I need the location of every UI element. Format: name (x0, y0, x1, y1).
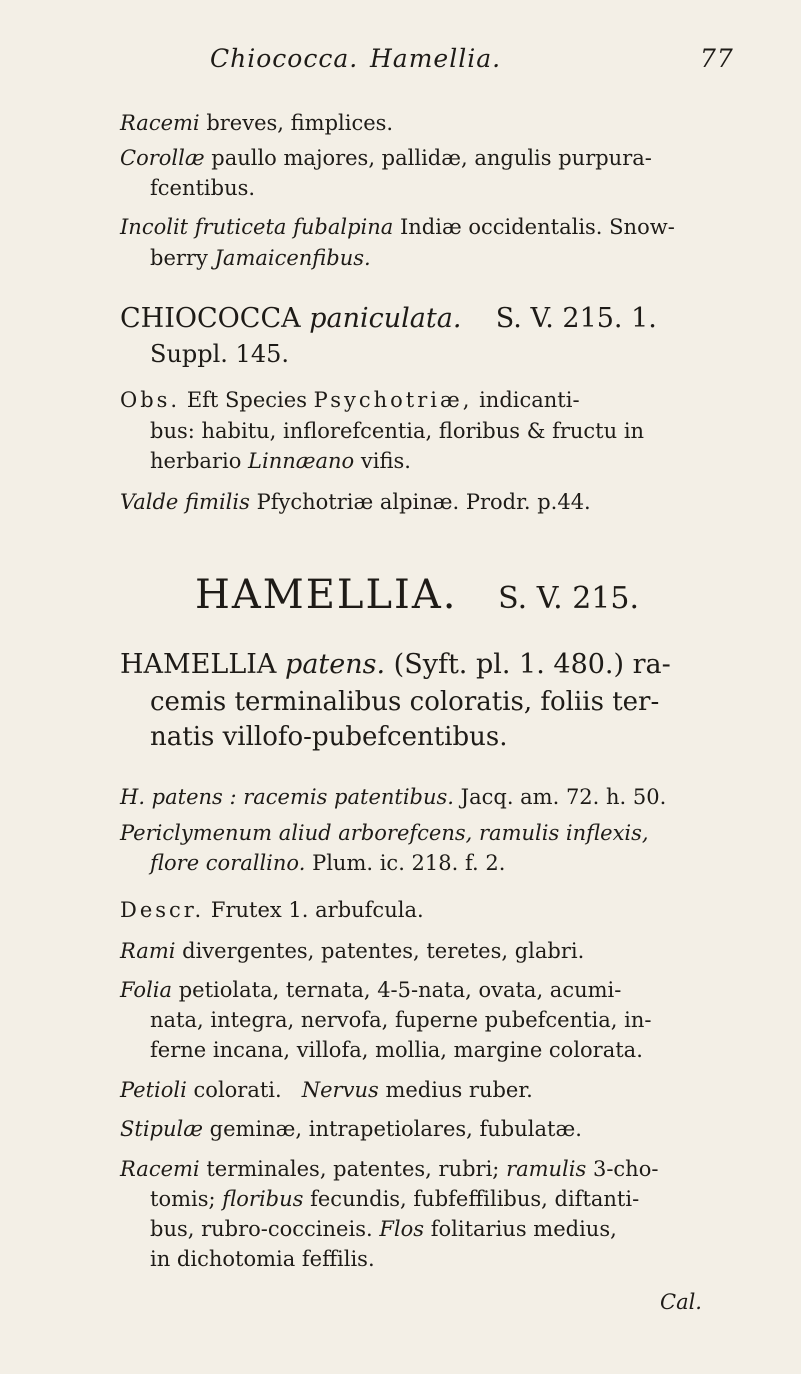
page-number: 77 (700, 44, 734, 73)
corollae-line-cont: fcentibus. (150, 176, 256, 200)
running-head-left: Chiococca. (210, 44, 359, 73)
folia-line2: nata, integra, nervofa, fuperne pubefcentia, in- (150, 1008, 652, 1032)
chiococca-obs-line2: bus: habitu, inflorefcentia, floribus & fructu in (150, 419, 645, 443)
racemi-desc-line4: in dichotomia feffilis. (150, 1247, 375, 1271)
incolit-line-cont: berry Jamaicenfibus. (150, 246, 371, 270)
chiococca-obs-line1: Obs. Eft Species Psychotriæ, indicanti- (120, 388, 580, 412)
chiococca-name: CHIOCOCCA (120, 303, 301, 334)
rami-line: Rami divergentes, patentes, teretes, glabri. (120, 939, 585, 963)
chiococca-obs-line3: herbario Linnæano vifis. (150, 449, 411, 473)
hamellia-entry-line1: HAMELLIA patens. (Syft. pl. 1. 480.) ra- (120, 649, 671, 680)
folia-line1: Folia petiolata, ternata, 4-5-nata, ovata, acumi- (120, 978, 622, 1002)
hamellia-synonym2-line1: Periclymenum aliud arborefcens, ramulis inflexis, (120, 821, 649, 845)
racemi-desc-line1: Racemi terminales, patentes, rubri; ramulis 3-cho- (120, 1157, 659, 1181)
hamellia-synonym1: H. patens : racemis patentibus. Jacq. am. 72. h. 50. (120, 785, 667, 809)
racemi-desc-line3: bus, rubro-coccineis. Flos folitarius medius, (150, 1217, 617, 1241)
hamellia-synonym2-line2: flore corallino. Plum. ic. 218. f. 2. (150, 851, 506, 875)
hamellia-entry-line2: cemis terminalibus coloratis, foliis ter- (150, 687, 660, 717)
stipulae-line: Stipulæ geminæ, intrapetiolares, fubulatæ. (120, 1117, 582, 1141)
hamellia-entry-line3: natis villofo-pubefcentibus. (150, 722, 508, 752)
genus-heading-title: HAMELLIA. (195, 572, 458, 618)
genus-heading (195, 572, 640, 618)
folia-line3: ferne incana, villofa, mollia, margine colorata. (150, 1038, 643, 1062)
racemi-desc-line2: tomis; floribus fecundis, fubfeffilibus, diftanti- (150, 1187, 640, 1211)
descr-line: Descr. Frutex 1. arbufcula. (120, 898, 424, 922)
running-head-right: Hamellia. (370, 44, 502, 73)
racemi-line: Racemi breves, fimplices. (120, 111, 394, 135)
corollae-line: Corollæ paullo majores, pallidæ, angulis purpura- (120, 146, 652, 170)
catchword: Cal. (660, 1290, 702, 1314)
incolit-line: Incolit fruticeta fubalpina Indiæ occidentalis. Snow- (120, 215, 675, 239)
petioli-line: Petioli colorati. Nervus medius ruber. (120, 1078, 533, 1102)
chiococca-suppl: Suppl. 145. (150, 340, 289, 368)
genus-heading-ref: S. V. 215. (498, 581, 640, 616)
chiococca-valde-line: Valde fimilis Pfychotriæ alpinæ. Prodr. p.44. (120, 490, 591, 514)
chiococca-entry-line: CHIOCOCCA paniculata. S. V. 215. 1. (120, 303, 657, 334)
